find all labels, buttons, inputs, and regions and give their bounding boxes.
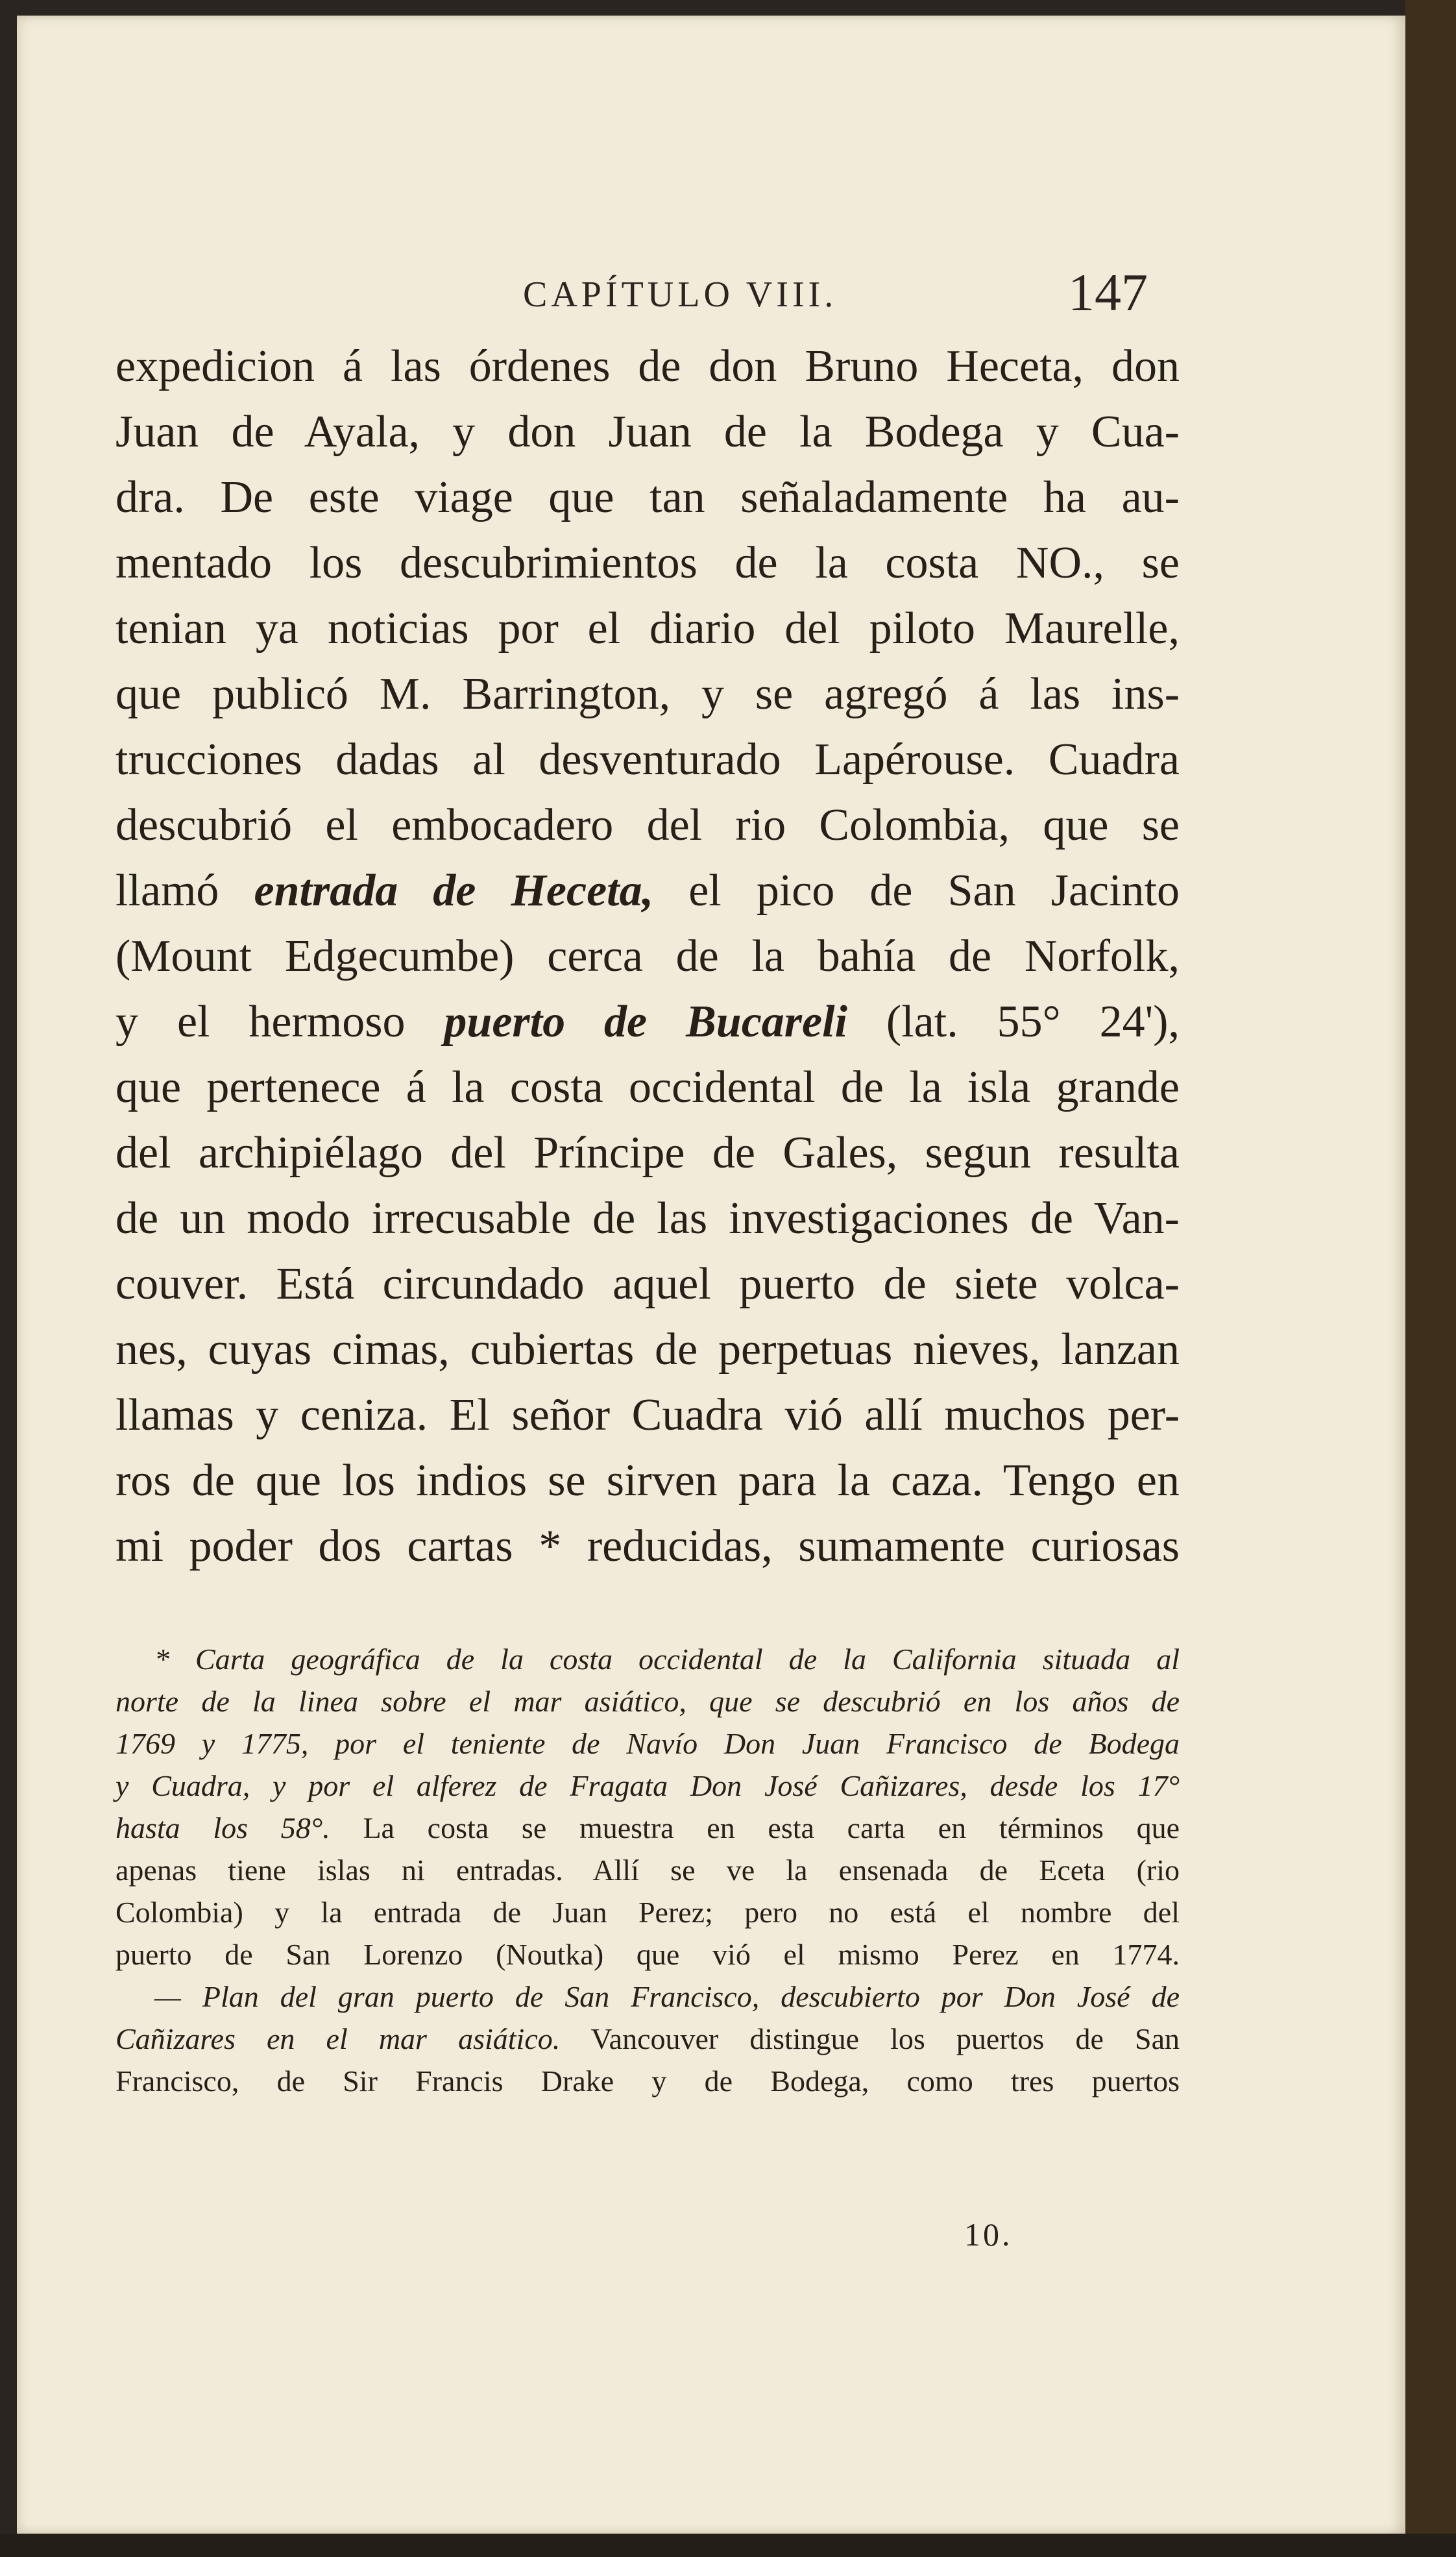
body-line: trucciones dadas al desventurado Lapérouse. Cuadra — [115, 735, 1180, 785]
signature-mark: 10. — [964, 2216, 1013, 2253]
footnote-line — [115, 2060, 1180, 2102]
footnote-roman-run: Colombia) y la entrada de Juan Perez; pero no está el nombre del — [115, 1896, 1180, 1929]
body-text-run: (lat. 55° 24'), — [847, 997, 1180, 1047]
page-number: 147 — [1068, 263, 1148, 322]
body-line: que publicó M. Barrington, y se agregó á las ins- — [115, 669, 1180, 719]
footnote-italic-run: 1769 y 1775, por el teniente de Navío Don Juan Francisco de Bodega — [115, 1727, 1180, 1760]
emphasis-text: puerto de Bucareli — [444, 997, 847, 1047]
body-line: mentado los descubrimientos de la costa NO., se — [115, 538, 1180, 588]
body-line: dra. De este viage que tan señaladamente ha au- — [115, 472, 1180, 522]
footnote-roman-run: La costa se muestra en esta carta en términos que — [330, 1811, 1180, 1844]
body-text-run: llamó — [115, 866, 254, 916]
body-line: expedicion á las órdenes de don Bruno Heceta, don — [115, 341, 1180, 391]
book-binding-edge — [1405, 0, 1456, 2557]
footnote-roman-run: Francisco, de Sir Francis Drake y de Bodega, como tres puertos — [115, 2064, 1180, 2098]
body-line: descubrió el embocadero del rio Colombia, que se — [115, 800, 1180, 850]
body-line: couver. Está circundado aquel puerto de siete volca- — [115, 1259, 1180, 1309]
footnote-italic-run: norte de la linea sobre el mar asiático, que se descubrió en los años de — [115, 1685, 1180, 1718]
footnote-line — [115, 1680, 1180, 1722]
running-head — [17, 262, 1405, 334]
footnote — [115, 1638, 1180, 2102]
body-text-run: el pico de San Jacinto — [653, 866, 1180, 916]
chapter-title: CAPÍTULO VIII. — [523, 275, 838, 315]
body-line: Juan de Ayala, y don Juan de la Bodega y Cua- — [115, 407, 1180, 457]
body-line: mi poder dos cartas * reducidas, sumamente curiosas — [115, 1521, 1180, 1571]
footnote-line — [115, 1765, 1180, 1807]
emphasis-text: entrada de Heceta, — [254, 866, 654, 916]
body-line: (Mount Edgecumbe) cerca de la bahía de Norfolk, — [115, 931, 1180, 981]
body-line: ros de que los indios se sirven para la caza. Tengo en — [115, 1456, 1180, 1506]
footnote-italic-run: Cañizares en el mar asiático. — [115, 2022, 561, 2055]
body-text — [115, 334, 1180, 1579]
footnote-line — [115, 1891, 1180, 1933]
footnote-line — [115, 1807, 1180, 1849]
footnote-line — [115, 1976, 1180, 2018]
book-bottom-edge — [0, 2534, 1456, 2557]
footnote-roman-run: puerto de San Lorenzo (Noutka) que vió el mismo Perez en 1774. — [115, 1938, 1180, 1971]
body-line: llamas y ceniza. El señor Cuadra vió allí muchos per- — [115, 1390, 1180, 1440]
footnote-roman-run: Vancouver distingue los puertos de San — [560, 2022, 1180, 2055]
footnote-line — [115, 1933, 1180, 1976]
footnote-roman-run: apenas tiene islas ni entradas. Allí se ve la ensenada de Eceta (rio — [115, 1854, 1180, 1887]
footnote-line — [115, 1638, 1180, 1680]
footnote-italic-run: * Carta geográfica de la costa occidental de la California situada al — [154, 1643, 1180, 1676]
book-page — [17, 16, 1405, 2534]
body-line: de un modo irrecusable de las investigaciones de Van- — [115, 1193, 1180, 1243]
footnote-italic-run: y Cuadra, y por el alferez de Fragata Don José Cañizares, desde los 17° — [115, 1769, 1180, 1802]
footnote-line — [115, 1722, 1180, 1765]
footnote-italic-run: hasta los 58°. — [115, 1811, 330, 1844]
body-line — [115, 989, 1180, 1055]
body-line: del archipiélago del Príncipe de Gales, segun resulta — [115, 1128, 1180, 1178]
body-line: tenian ya noticias por el diario del piloto Maurelle, — [115, 604, 1180, 654]
body-line: nes, cuyas cimas, cubiertas de perpetuas nieves, lanzan — [115, 1325, 1180, 1375]
footnote-line — [115, 2018, 1180, 2060]
footnote-italic-run: — Plan del gran puerto de San Francisco, descubierto por Don José de — [154, 1980, 1180, 2013]
body-line — [115, 858, 1180, 924]
body-text-run: y el hermoso — [115, 997, 444, 1047]
footnote-line — [115, 1849, 1180, 1891]
body-line: que pertenece á la costa occidental de la isla grande — [115, 1062, 1180, 1112]
